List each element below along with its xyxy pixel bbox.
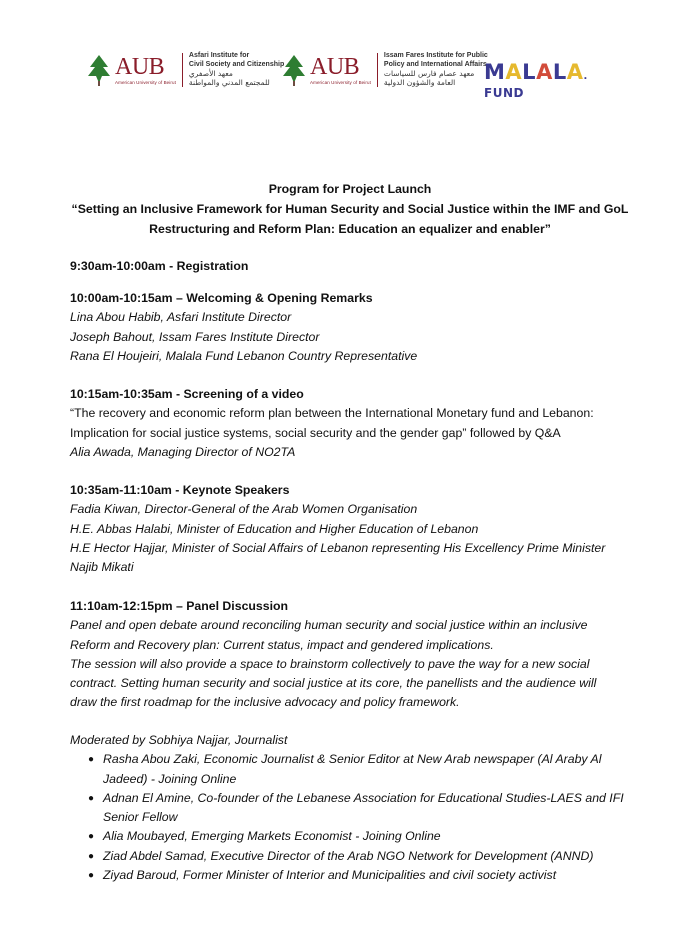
logo-divider — [182, 53, 183, 87]
screening-description-2: Implication for social justice systems, social security and the gender gap” followed by Q&A — [70, 425, 561, 440]
aub-asfari-logo — [86, 52, 284, 87]
welcoming-section — [70, 289, 670, 366]
keynote-speaker: Fadia Kiwan, Director-General of the Arab Women Organisation — [70, 502, 418, 517]
aub-mark-text: AUB — [115, 53, 165, 80]
institute-name-ar-2: العامة والشؤون الدولية — [383, 78, 456, 87]
aub-issam-fares-logo — [281, 52, 488, 87]
panelist-text: Senior Fellow — [103, 810, 178, 825]
malala-wordmark — [484, 62, 588, 100]
panel-description-line: contract. Setting human security and social justice at its core, the panellists and the audience will — [70, 676, 597, 691]
list-item — [70, 750, 670, 789]
keynote-heading: 10:35am-11:10am - Keynote Speakers — [70, 483, 290, 497]
panelist-text: Ziad Abdel Samad, Executive Director of the Arab NGO Network for Development (ANND) — [103, 848, 594, 863]
cedar-tree-icon — [86, 53, 112, 87]
bullet-icon: ● — [88, 831, 95, 843]
institute-name-en-1: Asfari Institute for — [188, 52, 250, 59]
screening-heading: 10:15am-10:35am - Screening of a video — [70, 387, 304, 401]
aub-wordmark — [310, 55, 371, 85]
welcoming-speaker: Joseph Bahout, Issam Fares Institute Director — [70, 329, 320, 344]
bullet-icon: ● — [88, 754, 95, 766]
malala-bottom-text: FUND — [484, 86, 524, 100]
program-title — [60, 179, 640, 239]
title-line-3: Restructuring and Reform Plan: Education an equalizer and enabler” — [149, 222, 551, 236]
bullet-icon: ● — [88, 870, 95, 882]
panelist-text: Adnan El Amine, Co-founder of the Lebanese Association for Educational Studies-LAES and IFI — [103, 790, 624, 805]
welcoming-speaker: Lina Abou Habib, Asfari Institute Director — [70, 310, 292, 325]
institute-name-ar-2: للمجتمع المدني والمواطنة — [188, 78, 270, 87]
panelist-list — [70, 750, 670, 885]
screening-speaker: Alia Awada, Managing Director of NO2TA — [70, 444, 296, 459]
list-item — [70, 847, 670, 866]
panel-description-line: Reform and Recovery plan: Current status, impact and gendered implications. — [70, 637, 494, 652]
welcoming-speaker: Rana El Houjeiri, Malala Fund Lebanon Country Representative — [70, 348, 418, 363]
title-line-2: “Setting an Inclusive Framework for Human Security and Social Justice within the IMF and GoL — [71, 202, 629, 216]
aub-wordmark — [115, 55, 176, 85]
bullet-icon: ● — [88, 850, 95, 862]
panel-section — [70, 597, 670, 713]
asfari-institute-name — [189, 52, 284, 87]
panelist-text: Jadeed) - Joining Online — [103, 771, 237, 786]
screening-section — [70, 385, 670, 462]
welcoming-heading: 10:00am-10:15am – Welcoming & Opening Remarks — [70, 291, 373, 305]
title-line-1: Program for Project Launch — [268, 182, 432, 196]
screening-description-1: “The recovery and economic reform plan between the International Monetary fund and Lebanon: — [70, 406, 594, 421]
malala-top-text: MALALA. — [484, 60, 588, 84]
panel-description-line: draw the first roadmap for the inclusive advocacy and policy framework. — [70, 695, 460, 710]
panel-moderator: Moderated by Sobhiya Najjar, Journalist — [70, 733, 288, 747]
institute-name-en-2: Civil Society and Citizenship — [188, 60, 285, 68]
panelist-text: Alia Moubayed, Emerging Markets Economist - Joining Online — [103, 829, 441, 844]
logo-divider — [377, 53, 378, 87]
list-item — [70, 866, 670, 885]
cedar-tree-icon — [281, 53, 307, 87]
panelist-text: Ziyad Baroud, Former Minister of Interior and Municipalities and civil society activist — [103, 868, 557, 883]
list-item — [70, 827, 670, 846]
panel-description-line: The session will also provide a space to brainstorm collectively to pave the way for a new social — [70, 656, 590, 671]
institute-name-ar-1: معهد عصام فارس للسياسات — [383, 69, 475, 78]
panelist-text: Rasha Abou Zaki, Economic Journalist & Senior Editor at New Arab newspaper (Al Araby Al — [103, 752, 602, 767]
panel-heading: 11:10am-12:15pm – Panel Discussion — [70, 599, 289, 613]
registration-section — [70, 257, 670, 276]
bullet-icon: ● — [88, 792, 95, 804]
aub-subtitle: American University of Beirut — [310, 79, 371, 85]
header-logos — [86, 52, 646, 102]
panel-moderation — [70, 731, 670, 885]
keynote-speaker: Najib Mikati — [70, 560, 134, 575]
ifi-institute-name — [384, 52, 488, 87]
institute-name-ar-1: معهد الأصفري — [188, 69, 233, 78]
aub-mark-text: AUB — [310, 53, 360, 80]
institute-name-en-2: Policy and International Affairs — [383, 60, 487, 68]
list-item — [70, 789, 670, 828]
keynote-speaker: H.E. Abbas Halabi, Minister of Education and Higher Education of Lebanon — [70, 521, 479, 536]
aub-subtitle: American University of Beirut — [115, 79, 176, 85]
keynote-section — [70, 481, 670, 577]
institute-name-en-1: Issam Fares Institute for Public — [383, 52, 488, 59]
panel-description-line: Panel and open debate around reconciling human security and social justice within an inclusive — [70, 618, 588, 633]
malala-fund-logo — [484, 62, 588, 100]
keynote-speaker: H.E Hector Hajjar, Minister of Social Affairs of Lebanon representing His Excellency Prime Minister — [70, 540, 606, 555]
registration-heading: 9:30am-10:00am - Registration — [70, 259, 249, 273]
